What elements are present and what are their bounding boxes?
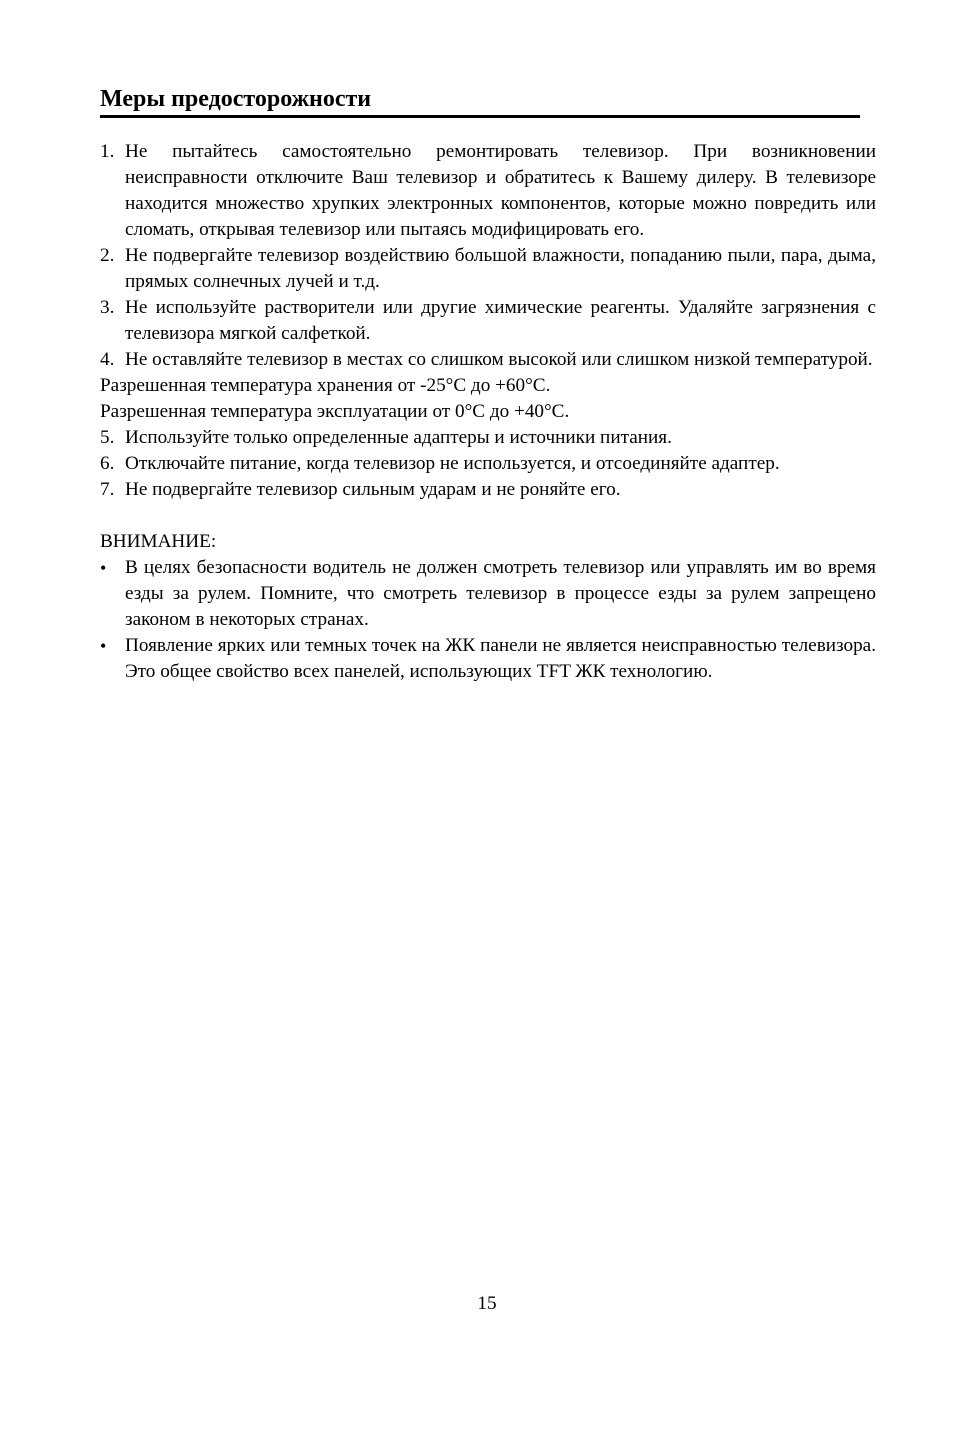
numbered-item-1 (100, 139, 876, 243)
item-text: Не используйте растворители или другие химические реагенты. Удаляйте загрязнения с телевизора мягкой салфеткой. (125, 297, 876, 344)
item-number: 7. (100, 479, 115, 500)
item-number: 1. (100, 141, 115, 162)
attention-label: ВНИМАНИЕ: (100, 531, 217, 552)
document-body (100, 139, 876, 685)
item-text: Не подвергайте телевизор воздействию большой влажности, попаданию пыли, пара, дыма, прямых солнечных лучей и т.д. (125, 245, 876, 292)
item-text: Не оставляйте телевизор в местах со слишком высокой или слишком низкой температурой. (125, 349, 873, 370)
bullet-text: В целях безопасности водитель не должен смотреть телевизор или управлять им во время езды за рулем. Помните, что смотреть телевизор в процессе езды за рулем запрещено законом в некоторых странах. (125, 557, 876, 630)
page-title: Меры предосторожности (100, 86, 372, 112)
bullet-icon: • (100, 558, 107, 578)
page-number: 15 (477, 1293, 497, 1314)
numbered-item-2 (100, 243, 876, 295)
item-text: Используйте только определенные адаптеры и источники питания. (125, 427, 672, 448)
item-text: Не подвергайте телевизор сильным ударам и не роняйте его. (125, 479, 621, 500)
bullet-text: Появление ярких или темных точек на ЖК панели не является неисправностью телевизора. Это общее свойство всех панелей, использующих TFT ЖК технологию. (125, 635, 876, 682)
operating-temperature-note: Разрешенная температура эксплуатации от 0°С до +40°С. (100, 401, 570, 422)
bullet-icon: • (100, 636, 107, 656)
numbered-item-4 (100, 347, 876, 373)
item-text: Не пытайтесь самостоятельно ремонтировать телевизор. При возникновении неисправности отключите Ваш телевизор и обратитесь к Вашему дилеру. В телевизоре находится множество хрупких электронных компонентов, которые можно повредить или сломать, открывая телевизор или пытаясь модифицировать его. (125, 141, 876, 240)
numbered-item-7 (100, 477, 876, 503)
item-number: 5. (100, 427, 115, 448)
item-number: 3. (100, 297, 115, 318)
numbered-item-6 (100, 451, 876, 477)
spacer (100, 503, 876, 529)
item-text: Отключайте питание, когда телевизор не используется, и отсоединяйте адаптер. (125, 453, 780, 474)
numbered-item-5 (100, 425, 876, 451)
item-number: 6. (100, 453, 115, 474)
item-number: 2. (100, 245, 115, 266)
section-heading (100, 82, 860, 118)
storage-temperature-note: Разрешенная температура хранения от -25°С до +60°С. (100, 375, 551, 396)
numbered-item-3 (100, 295, 876, 347)
item-number: 4. (100, 349, 115, 370)
bullet-item-1 (100, 555, 876, 633)
bullet-item-2 (100, 633, 876, 685)
